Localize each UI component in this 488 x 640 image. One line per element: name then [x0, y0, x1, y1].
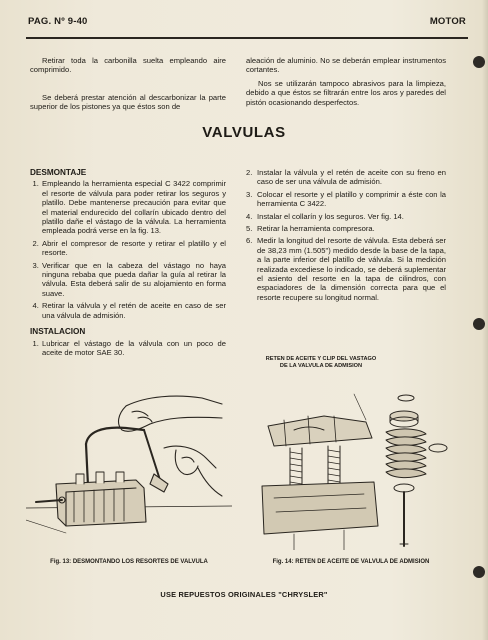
instalacion-step-1: 1. Lubricar el vástago de la válvula con un poco de aceite de motor SAE 30.	[41, 339, 226, 358]
fig13-illustration	[26, 388, 232, 548]
page-number-label: PAG. Nº 9-40	[28, 16, 88, 27]
step-number: 2.	[246, 168, 253, 177]
step-text: Retirar la herramienta compresora.	[257, 224, 375, 234]
step-text: Medir la longitud del resorte de válvula. Esta deberá ser de 38,23 mm (1.505") medido desde la base de la tapa, a la parte inferior del platillo de válvula. Si la medición realizada excediese lo indicado, se deberá suplementar el asiento del resorte en la tapa de cilindros, con espaciadores de la dimensión correcta para que el resorte recupere su longitud normal.	[257, 236, 446, 302]
desmontaje-step-3: 3. Verificar que en la cabeza del vástago no haya ninguna rebaba que pueda dañar la guía al retirar la válvula. Esta deberá salir de su alojamiento en forma suave.	[41, 261, 226, 299]
left-procedure-column	[30, 168, 226, 360]
intro-right-paragraph-1: aleación de aluminio. No se deberán emplear instrumentos cortantes.	[246, 56, 446, 75]
fig14-callout-label: RETEN DE ACEITE Y CLIP DEL VASTAGO DE LA VALVULA DE ADMISION	[265, 356, 377, 369]
right-step-5	[246, 224, 446, 233]
step-text: Instalar el collarín y los seguros. Ver fig. 14.	[257, 211, 404, 221]
right-step-3	[246, 190, 446, 209]
desmontaje-step-4: 4. Retirar la válvula y el retén de aceite en caso de ser una válvula de admisión.	[41, 301, 226, 320]
section-title: VALVULAS	[202, 124, 286, 141]
intro-right-column	[246, 56, 446, 111]
binder-hole-icon	[473, 318, 485, 330]
instalacion-steps	[30, 339, 226, 358]
step-text: Instalar la válvula y el retén de aceite con su freno en caso de ser una válvula de admisión.	[257, 168, 446, 187]
page-footer: USE REPUESTOS ORIGINALES "CHRYSLER"	[160, 590, 328, 599]
right-step-6	[246, 236, 446, 302]
desmontaje-step-2: 2. Abrir el compresor de resorte y retirar el platillo y el resorte.	[41, 239, 226, 258]
binder-hole-icon	[473, 56, 485, 68]
step-number: 6.	[246, 236, 253, 246]
intro-left-paragraph-2: Se deberá prestar atención al descarbonizar la parte superior de los pistones ya que éstos son de	[30, 92, 226, 112]
step-number: 3.	[246, 189, 253, 199]
fig14-illustration	[254, 386, 450, 550]
header-rule	[26, 37, 468, 39]
desmontaje-steps	[30, 179, 226, 320]
fig14-caption: Fig. 14: RETEN DE ACEITE DE VALVULA DE ADMISION	[272, 559, 430, 565]
right-step-2	[246, 168, 446, 187]
right-step-4	[246, 212, 446, 221]
page-header	[28, 14, 466, 32]
right-procedure-column	[246, 168, 446, 305]
binder-hole-icon	[473, 566, 485, 578]
intro-right-paragraph-2: Nos se utilizarán tampoco abrasivos para la limpieza, debido a que éstos se filtrarán entre los aros y paredes del pistón ocasionando desperfectos.	[246, 78, 446, 107]
section-label: MOTOR	[429, 16, 466, 27]
instalacion-heading: INSTALACION	[30, 327, 86, 337]
desmontaje-step-1: 1. Empleando la herramienta especial C 3422 comprimir el resorte de válvula para poder retirar los seguros y platillo. Debe mantenerse precaución para evitar que el material endurecido del collarín ubicado dentro del platillo dañe el vástago de la válvula. La herramienta empleada podrá verse en la fig. 13.	[41, 179, 226, 235]
step-number: 5.	[246, 224, 253, 234]
step-text: Colocar el resorte y el platillo y comprimir a éste con la herramienta C 3422.	[257, 189, 446, 209]
fig13-caption: Fig. 13: DESMONTANDO LOS RESORTES DE VALVULA	[50, 559, 208, 565]
step-number: 4.	[246, 211, 253, 221]
intro-left-paragraph-1: Retirar toda la carbonilla suelta empleando aire comprimido.	[30, 56, 226, 75]
intro-left-column	[30, 56, 226, 116]
desmontaje-heading: DESMONTAJE	[30, 168, 87, 177]
